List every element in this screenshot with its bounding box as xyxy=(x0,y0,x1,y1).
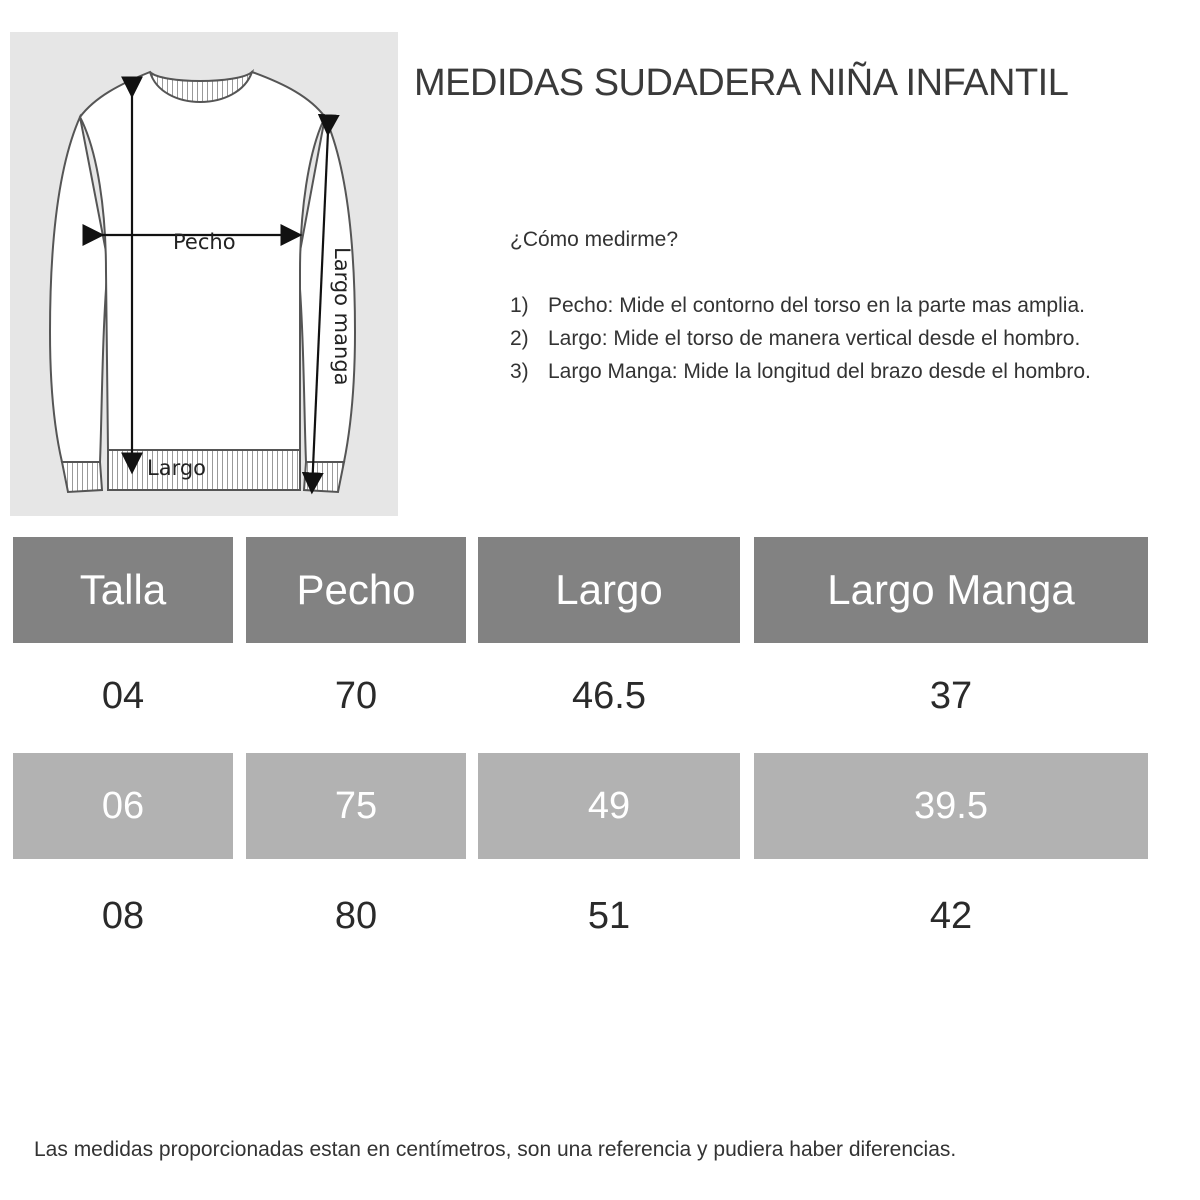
manga-diagram-label: Largo manga xyxy=(330,247,354,386)
instructions-heading: ¿Cómo medirme? xyxy=(510,228,679,251)
instruction-number: 1) xyxy=(510,294,529,317)
table-cell: 08 xyxy=(101,894,145,937)
table-cell: 49 xyxy=(478,753,740,859)
page-title: MEDIDAS SUDADERA NIÑA INFANTIL xyxy=(414,62,1069,104)
instruction-number: 3) xyxy=(510,360,529,383)
header-talla: Talla xyxy=(13,537,233,643)
table-cell: 75 xyxy=(246,753,466,859)
table-cell: 51 xyxy=(587,894,631,937)
instruction-item xyxy=(510,358,1091,391)
pecho-diagram-label: Pecho xyxy=(173,230,236,254)
table-cell: 04 xyxy=(101,674,145,717)
instruction-text: Largo Manga: Mide la longitud del brazo desde el hombro. xyxy=(548,360,1091,383)
table-cell: 06 xyxy=(13,753,233,859)
table-cell: 70 xyxy=(334,674,378,717)
table-cell: 39.5 xyxy=(754,753,1148,859)
header-largo-manga: Largo Manga xyxy=(754,537,1148,643)
header-largo: Largo xyxy=(478,537,740,643)
instruction-text: Largo: Mide el torso de manera vertical desde el hombro. xyxy=(548,327,1081,350)
instruction-text: Pecho: Mide el contorno del torso en la parte mas amplia. xyxy=(548,294,1085,317)
table-cell: 37 xyxy=(929,674,973,717)
table-cell: 46.5 xyxy=(572,674,646,717)
table-cell: 42 xyxy=(929,894,973,937)
table-cell: 80 xyxy=(334,894,378,937)
header-pecho: Pecho xyxy=(246,537,466,643)
instructions-list xyxy=(510,292,1091,391)
instruction-item xyxy=(510,325,1091,358)
instruction-number: 2) xyxy=(510,327,529,350)
instruction-item xyxy=(510,292,1091,325)
footnote: Las medidas proporcionadas estan en centímetros, son una referencia y pudiera haber diferencias. xyxy=(34,1138,957,1161)
largo-diagram-label: Largo xyxy=(147,456,207,480)
sweatshirt-diagram xyxy=(10,32,398,516)
